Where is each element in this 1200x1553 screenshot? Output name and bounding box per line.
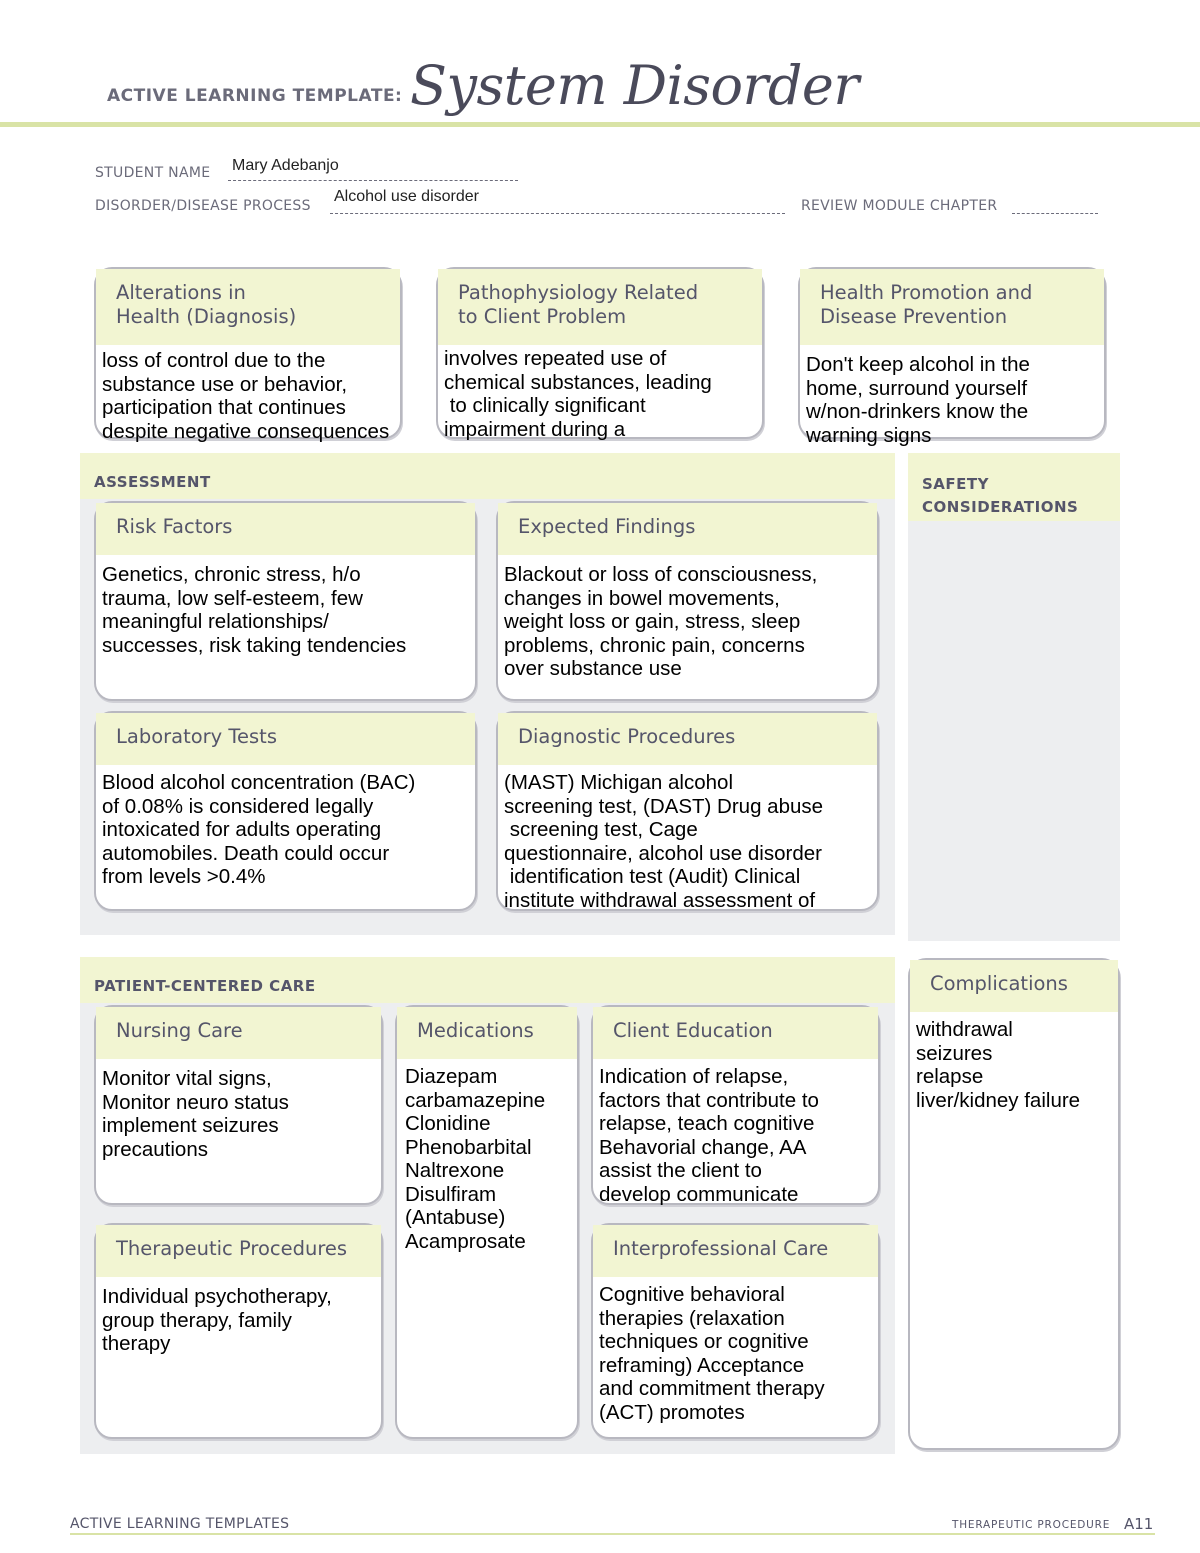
- student-name-field[interactable]: Mary Adebanjo: [232, 157, 339, 174]
- medications-text[interactable]: Diazepam carbamazepine Clonidine Phenobarbital Naltrexone Disulfiram (Antabuse) Acamprosate: [405, 1065, 546, 1253]
- medications-box: [395, 1005, 579, 1439]
- complications-title: Complications: [910, 960, 1118, 1012]
- disorder-underline: [330, 213, 785, 214]
- client-education-box: [591, 1005, 880, 1205]
- safety-panel: [908, 453, 1120, 941]
- pathophysiology-box: [436, 267, 764, 439]
- health-promotion-text[interactable]: Don't keep alcohol in the home, surround yourself w/non-drinkers know the warning signs: [806, 353, 1030, 447]
- review-module-label: REVIEW MODULE CHAPTER: [801, 198, 998, 214]
- nursing-care-text[interactable]: Monitor vital signs, Monitor neuro status implement seizures precautions: [102, 1067, 289, 1161]
- medications-title: Medications: [397, 1007, 577, 1059]
- template-label: ACTIVE LEARNING TEMPLATE:: [107, 86, 403, 106]
- student-name-underline: [228, 180, 518, 181]
- alterations-text[interactable]: loss of control due to the substance use or behavior, participation that continues despite negative consequences: [102, 349, 390, 443]
- interprofessional-care-text[interactable]: Cognitive behavioral therapies (relaxation techniques or cognitive reframing) Acceptance and commitment therapy (ACT) promotes: [599, 1283, 825, 1424]
- alterations-title: Alterations in Health (Diagnosis): [96, 269, 400, 345]
- alterations-box: [94, 267, 402, 443]
- page-number: A11: [1124, 1515, 1154, 1533]
- diagnostic-procedures-title: Diagnostic Procedures: [498, 713, 877, 765]
- health-promotion-title: Health Promotion and Disease Prevention: [800, 269, 1104, 345]
- diagnostic-procedures-text[interactable]: (MAST) Michigan alcohol screening test, (DAST) Drug abuse screening test, Cage questionnaire, alcohol use disorder identification test (Audit) Clinical institute withdrawal assessment of: [504, 771, 824, 912]
- nursing-care-box: [94, 1005, 383, 1205]
- page-title: System Disorder: [410, 54, 859, 117]
- interprofessional-care-box: [591, 1223, 880, 1439]
- complications-box: [908, 958, 1120, 1450]
- client-education-title: Client Education: [593, 1007, 878, 1059]
- footer-left: ACTIVE LEARNING TEMPLATES: [70, 1516, 290, 1532]
- nursing-care-title: Nursing Care: [96, 1007, 381, 1059]
- disorder-label: DISORDER/DISEASE PROCESS: [95, 198, 311, 214]
- interprofessional-care-title: Interprofessional Care: [593, 1225, 878, 1277]
- laboratory-tests-title: Laboratory Tests: [96, 713, 475, 765]
- therapeutic-procedures-box: [94, 1223, 383, 1439]
- footer-rule: [70, 1533, 1155, 1535]
- patient-centered-care-heading: PATIENT-CENTERED CARE: [94, 977, 316, 995]
- student-name-label: STUDENT NAME: [95, 165, 211, 181]
- assessment-heading: ASSESSMENT: [94, 473, 211, 491]
- risk-factors-text[interactable]: Genetics, chronic stress, h/o trauma, low self-esteem, few meaningful relationships/ successes, risk taking tendencies: [102, 563, 407, 657]
- health-promotion-box: [798, 267, 1106, 447]
- client-education-text[interactable]: Indication of relapse, factors that contribute to relapse, teach cognitive Behavorial change, AA assist the client to develop communicate: [599, 1065, 819, 1206]
- expected-findings-box: [496, 501, 879, 701]
- laboratory-tests-box: [94, 711, 477, 911]
- diagnostic-procedures-box: [496, 711, 879, 911]
- expected-findings-text[interactable]: Blackout or loss of consciousness, changes in bowel movements, weight loss or gain, stress, sleep problems, chronic pain, concerns over substance use: [504, 563, 818, 680]
- safety-heading: SAFETY CONSIDERATIONS: [922, 475, 1079, 516]
- complications-text[interactable]: withdrawal seizures relapse liver/kidney failure: [916, 1018, 1081, 1112]
- therapeutic-procedures-text[interactable]: Individual psychotherapy, group therapy, family therapy: [102, 1285, 332, 1355]
- disorder-field[interactable]: Alcohol use disorder: [334, 188, 479, 205]
- risk-factors-title: Risk Factors: [96, 503, 475, 555]
- pathophysiology-text[interactable]: involves repeated use of chemical substances, leading to clinically significant impairment during a: [444, 347, 712, 441]
- review-module-field[interactable]: [1012, 213, 1098, 214]
- expected-findings-title: Expected Findings: [498, 503, 877, 555]
- laboratory-tests-text[interactable]: Blood alcohol concentration (BAC) of 0.08% is considered legally intoxicated for adults operating automobiles. Death could occur from levels >0.4%: [102, 771, 416, 888]
- therapeutic-procedures-title: Therapeutic Procedures: [96, 1225, 381, 1277]
- header-rule: [0, 122, 1200, 127]
- risk-factors-box: [94, 501, 477, 701]
- pathophysiology-title: Pathophysiology Related to Client Problem: [438, 269, 762, 345]
- footer-section: THERAPEUTIC PROCEDURE: [952, 1519, 1111, 1531]
